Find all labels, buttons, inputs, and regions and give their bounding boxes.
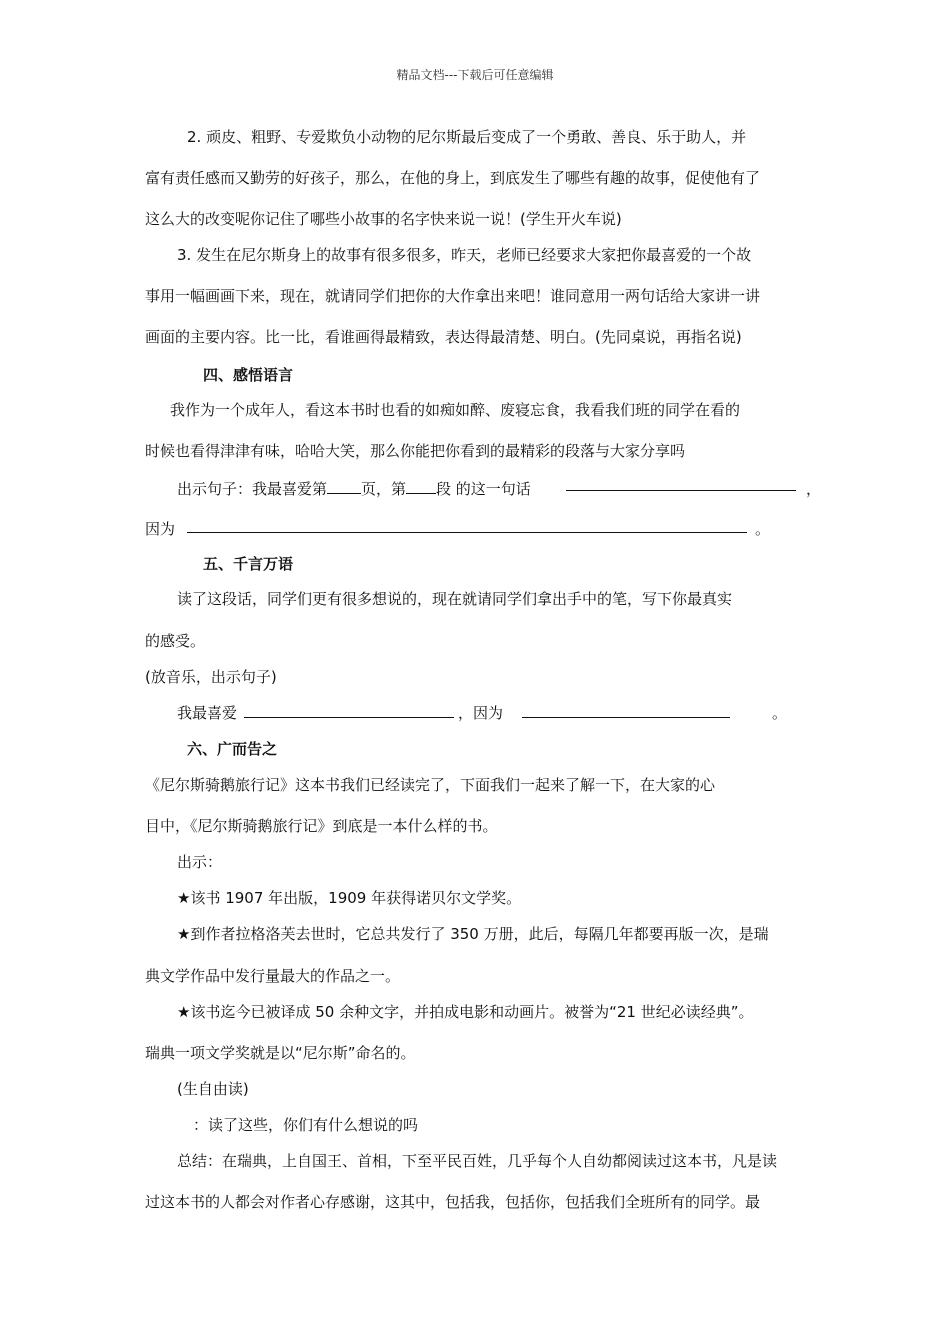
para3-line-3: 画面的主要内容。比一比，看谁画得最精致，表达得最清楚、明白。(先同桌说，再指名说) xyxy=(145,328,742,346)
sentence-text-c: 段 的这一句话 xyxy=(436,480,531,498)
para3-line-1: 3. 发生在尼尔斯身上的故事有很多很多，昨天，老师已经要求大家把你最喜爱的一个故 xyxy=(177,246,752,264)
star-fact-3-line-2: 瑞典一项文学奖就是以“尼尔斯”命名的。 xyxy=(145,1044,416,1062)
fav-label: 我最喜爱 xyxy=(177,704,238,722)
page-blank[interactable] xyxy=(327,479,361,494)
sentence-text-a: 出示句子：我最喜爱第 xyxy=(177,480,328,498)
section5-title: 五、千言万语 xyxy=(203,555,294,573)
because-label: 因为 xyxy=(145,520,176,538)
section4-line-2: 时候也看得津津有味，哈哈大笑，那么你能把你看到的最精彩的段落与大家分享吗 xyxy=(145,442,686,460)
para2-line-3: 这么大的改变呢你记住了哪些小故事的名字快来说一说！(学生开火车说) xyxy=(145,210,622,228)
because-blank[interactable] xyxy=(187,518,747,533)
page-header: 精品文档---下载后可任意编辑 xyxy=(396,68,554,82)
section6-line-1: 《尼尔斯骑鹅旅行记》这本书我们已经读完了，下面我们一起来了解一下，在大家的心 xyxy=(145,776,716,794)
section4-line-1: 我作为一个成年人，看这本书时也看的如痴如醉、废寝忘食，我看我们班的同学在看的 xyxy=(170,401,741,419)
question-line: ：读了这些，你们有什么想说的吗 xyxy=(193,1116,419,1134)
comma-because-label: ，因为 xyxy=(458,704,504,722)
sentence-text-b: 页，第 xyxy=(361,480,407,498)
section4-title: 四、感悟语言 xyxy=(203,366,294,384)
fav-because-blank[interactable] xyxy=(522,703,730,718)
fav-period: 。 xyxy=(772,704,788,722)
star-fact-2-line-2: 典文学作品中发行量最大的作品之一。 xyxy=(145,967,401,985)
section6-title: 六、广而告之 xyxy=(187,740,278,758)
paragraph-blank[interactable] xyxy=(406,479,436,494)
because-period: 。 xyxy=(755,520,771,538)
section5-line-1: 读了这段话，同学们更有很多想说的，现在就请同学们拿出手中的笔，写下你最真实 xyxy=(177,590,733,608)
fav-blank[interactable] xyxy=(244,703,454,718)
sentence-prompt xyxy=(177,479,531,499)
star-fact-1: ★该书 1907 年出版，1909 年获得诺贝尔文学奖。 xyxy=(177,889,522,907)
star-fact-3-line-1: ★该书迄今已被译成 50 余种文字，并拍成电影和动画片。被誉为“21 世纪必读经典”。 xyxy=(177,1003,754,1021)
section5-line-2: 的感受。 xyxy=(145,632,206,650)
star-fact-2-line-1: ★到作者拉格洛芙去世时，它总共发行了 350 万册，此后，每隔几年都要再版一次，是瑞 xyxy=(177,925,769,943)
free-read-note: (生自由读) xyxy=(177,1080,249,1098)
sentence-comma: ， xyxy=(806,480,822,498)
para2-line-2: 富有责任感而又勤劳的好孩子，那么，在他的身上，到底发生了哪些有趣的故事，促使他有了 xyxy=(145,169,761,187)
para3-line-2: 事用一幅画画下来，现在，就请同学们把你的大作拿出来吧！谁同意用一两句话给大家讲一讲 xyxy=(145,287,761,305)
summary-line-1: 总结：在瑞典，上自国王、首相，下至平民百姓，几乎每个人自幼都阅读过这本书，凡是读 xyxy=(177,1152,778,1170)
show-label: 出示： xyxy=(177,853,223,871)
music-note: (放音乐，出示句子) xyxy=(145,668,277,686)
section6-line-2: 目中，《尼尔斯骑鹅旅行记》到底是一本什么样的书。 xyxy=(145,817,498,835)
para2-line-1: 2. 顽皮、粗野、专爱欺负小动物的尼尔斯最后变成了一个勇敢、善良、乐于助人，并 xyxy=(187,128,747,146)
summary-line-2: 过这本书的人都会对作者心存感谢，这其中，包括我，包括你，包括我们全班所有的同学。最 xyxy=(145,1193,761,1211)
sentence-blank[interactable] xyxy=(566,476,796,491)
